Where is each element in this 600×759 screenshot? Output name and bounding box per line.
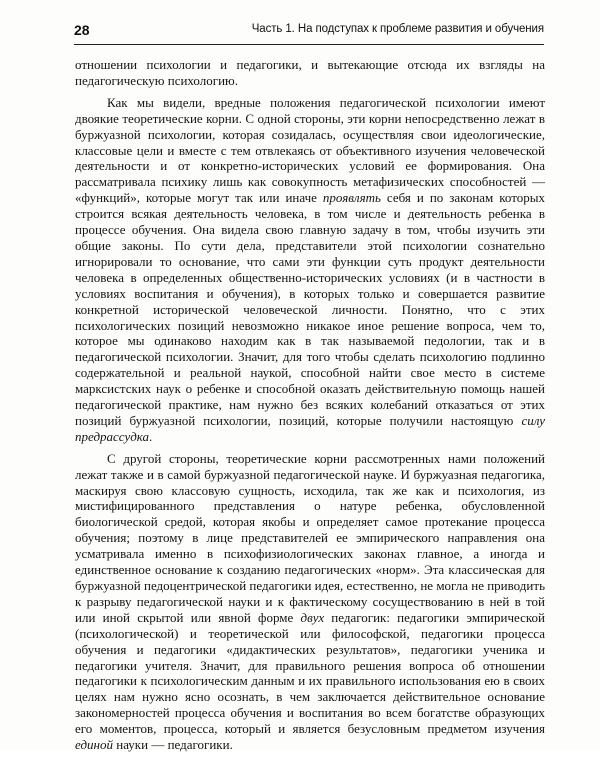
text-run: отношении психологии и педагогики, и вытекающие отсюда их взгляды на педагогическую психологию. [75,57,545,88]
text-run: себя и по законам которых строится всякая деятельность человека, в том числе и деятельность ребенка в процессе обучения. Она видела свою главную задачу в том, чтобы изучить эти общие законы. По сути дела, представители этой психологии сознательно игнорировали то основание, что сами эти функции суть продукт деятельности человека в определенных общественно-исторических условиях (и в частности в условиях воспитания и обучения), в которых только и совершается развитие конкретной исторической человеческой личности. Понятно, что с этих психологических позиций невозможно никакое иное решение вопроса, чем то, которое мы одинаково находим как в так называемой педологии, так и в педагогической психологии. Значит, для того чтобы сделать психологию подлинно содержательной и реальной наукой, способной найти свое место в системе марксистских наук о ребенке и способной оказать действительную помощь нашей педагогической практике, нам нужно без всяких колебаний отказаться от этих позиций буржуазной психологии, позиций, которые получили настоящую [75,190,545,428]
text-run: . [149,428,153,444]
text-run: педагогик: педагогики эмпирической (психологической) и теоретической или философской, педагогики процесса обучения и педагогики «дидактических результатов», педагогики ученика и педагогики учителя. Значит, для правильного решения вопроса об отношении педагогики к психологическим данным и их правильного использования ею в своих целях нам нужно ясно осознать, в чем заключается действительное основание закономерностей процесса обучения и воспитания во всем богатстве образующих его моментов, процесса, который и является безусловным предметом изучения [75,609,545,737]
paragraph [75,451,545,753]
body-text [75,57,545,759]
italic-text: силу предрассудка [75,412,545,444]
page-header [74,22,544,42]
paragraph [75,57,545,89]
paragraph [75,95,545,445]
italic-text: двух [300,609,325,625]
text-run: науки — педагогики. [112,737,233,753]
text-run: С другой стороны, теоретические корни рассмотренных нами положений лежат также и в самой буржуазной педагогической науке. И буржуазная педагогика, маскируя свою классовую сущность, исходила, так же как и психология, из мистифицированного представления о натуре ребенка, обусловленной биологической средой, которая якобы и определяет самое протекание процесса обучения; поэтому в лице представителей ее эмпирического направления она усматривала именно в психофизиологических законах главное, а иногда и единственное основание к созданию педагогических «норм». Эта классическая для буржуазной педоцентрической педагогики идея, естественно, не могла не приводить к разрыву педагогической науки и к фактическому сосуществованию в ней в той или иной скрытой или явной форме [75,450,545,625]
page-number: 28 [74,22,90,38]
running-head: Часть 1. На подступах к проблеме развития и обучения [251,23,544,35]
header-rule [74,44,544,45]
italic-text: проявлять [322,190,381,206]
italic-text: единой [75,737,113,753]
text-run: Как мы видели, вредные положения педагогической психологии имеют двоякие теоретические корни. С одной стороны, эти корни непосредственно лежат в буржуазной психологии, которая созидалась, осуществляя свои идеологические, классовые цели и вместе с тем отвлекаясь от объективного изучения человеческой деятельности и от конкретно-исторических условий ее формирования. Она рассматривала психику лишь как совокупность метафизических способностей — «функций», которые могут так или иначе [75,94,545,206]
